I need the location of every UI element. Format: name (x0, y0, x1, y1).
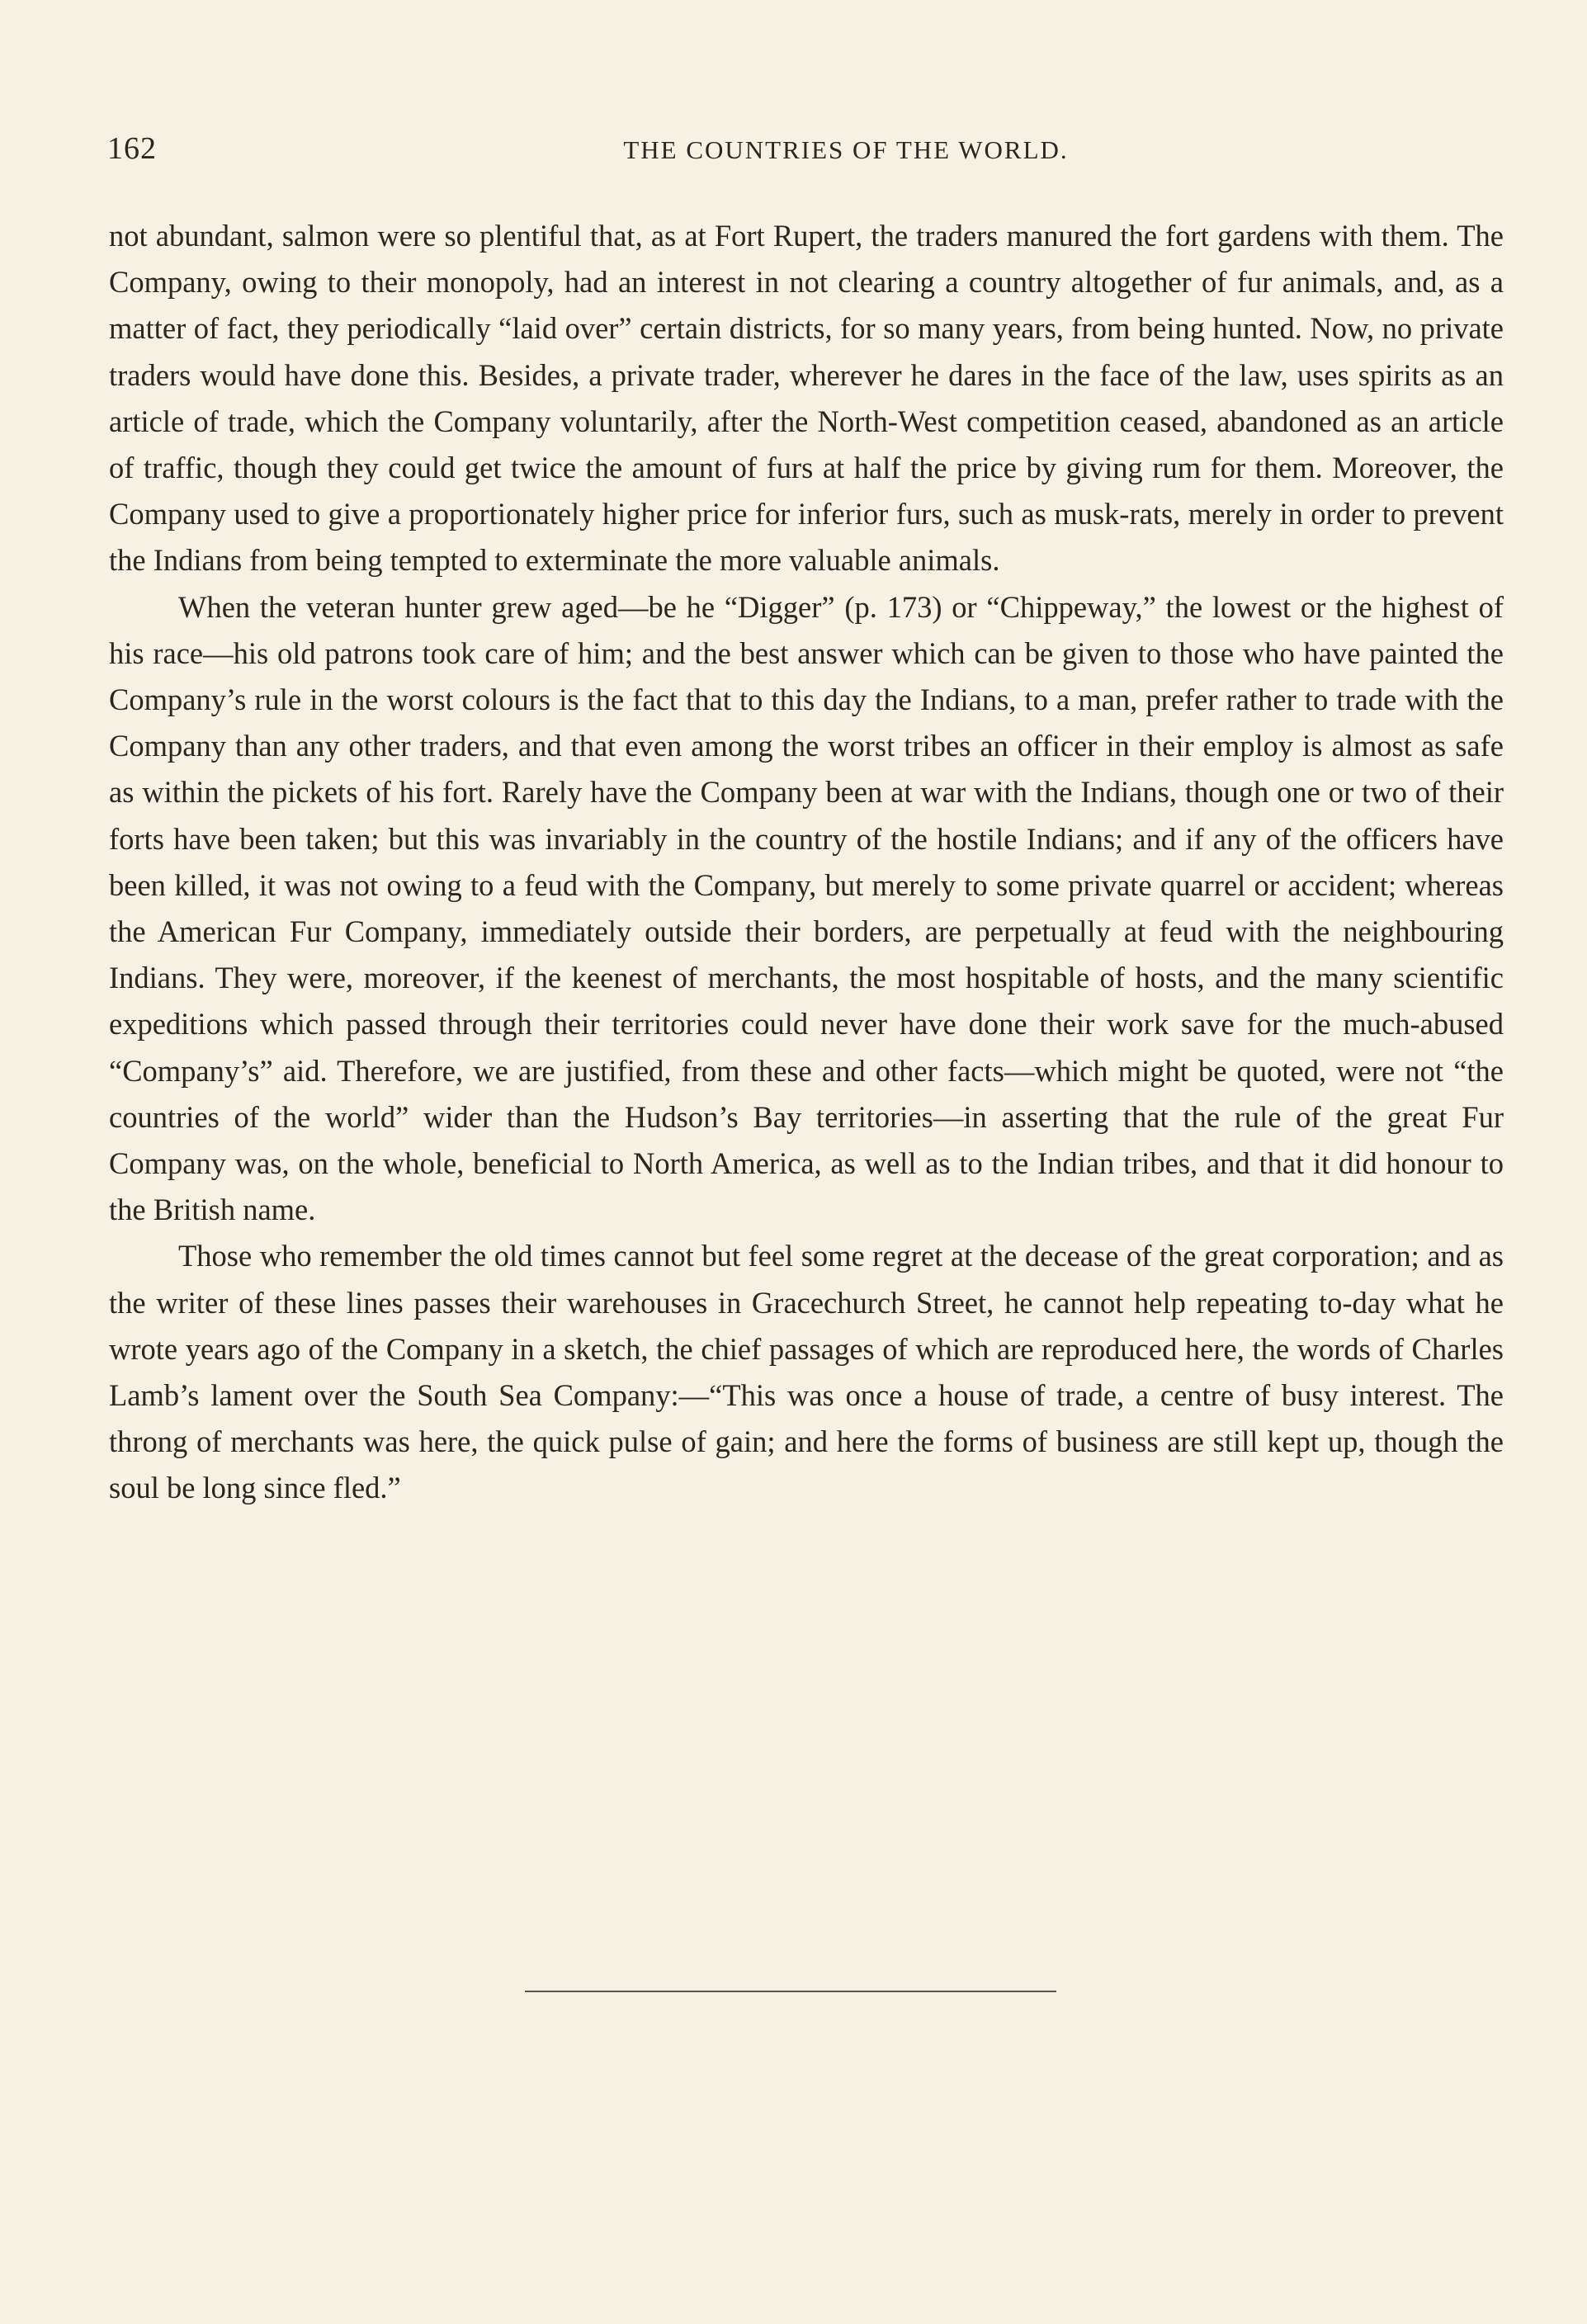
body-text (109, 213, 1504, 1512)
page-number: 162 (107, 131, 157, 166)
paragraph: When the veteran hunter grew aged—be he “Digger” (p. 173) or “Chippeway,” the lowest or the highest of his race—his old patrons took care of him; and the best answer which can be given to those who have painted the Company’s rule in the worst colours is the fact that to this day the Indians, to a man, prefer rather to trade with the Company than any other traders, and that even among the worst tribes an officer in their employ is almost as safe as within the pickets of his fort. Rarely have the Company been at war with the Indians, though one or two of their forts have been taken; but this was invariably in the country of the hostile Indians; and if any of the officers have been killed, it was not owing to a feud with the Company, but merely to some private quarrel or accident; whereas the American Fur Company, immediately outside their borders, are perpetually at feud with the neighbouring Indians. They were, moreover, if the keenest of merchants, the most hospitable of hosts, and the many scientific expeditions which passed through their territories could never have done their work save for the much-abused “Company’s” aid. Therefore, we are justified, from these and other facts—which might be quoted, were not “the countries of the world” wider than the Hudson’s Bay territories—in asserting that the rule of the great Fur Company was, on the whole, beneficial to North America, as well as to the Indian tribes, and that it did honour to the British name. (109, 589, 1504, 1227)
end-rule (525, 1991, 1056, 1992)
page-header (107, 130, 1510, 180)
paragraph: Those who remember the old times cannot but feel some regret at the decease of the great corporation; and as the writer of these lines passes their warehouses in Gracechurch Street, he cannot help repeating to-day what he wrote years ago of the Company in a sketch, the chief passages of which are reproduced here, the words of Charles Lamb’s lament over the South Sea Company:—“This was once a house of trade, a centre of busy interest. The throng of merchants was here, the quick pulse of gain; and here the forms of business are still kept up, though the soul be long since fled.” (109, 1239, 1504, 1505)
paragraph-continued: not abundant, salmon were so plentiful that, as at Fort Rupert, the traders manured the fort gardens with them. The Company, owing to their monopoly, had an interest in not clearing a country altogether of fur animals, and, as a matter of fact, they periodically “laid over” certain districts, for so many years, from being hunted. Now, no private traders would have done this. Besides, a private trader, wherever he dares in the face of the law, uses spirits as an article of trade, which the Company voluntarily, after the North-West competition ceased, abandoned as an article of traffic, though they could get twice the amount of furs at half the price by giving rum for them. Moreover, the Company used to give a proportionately higher price for inferior furs, such as musk-rats, merely in order to prevent the Indians from being tempted to exterminate the more valuable animals. (109, 219, 1504, 578)
running-head: THE COUNTRIES OF THE WORLD. (623, 135, 1069, 164)
